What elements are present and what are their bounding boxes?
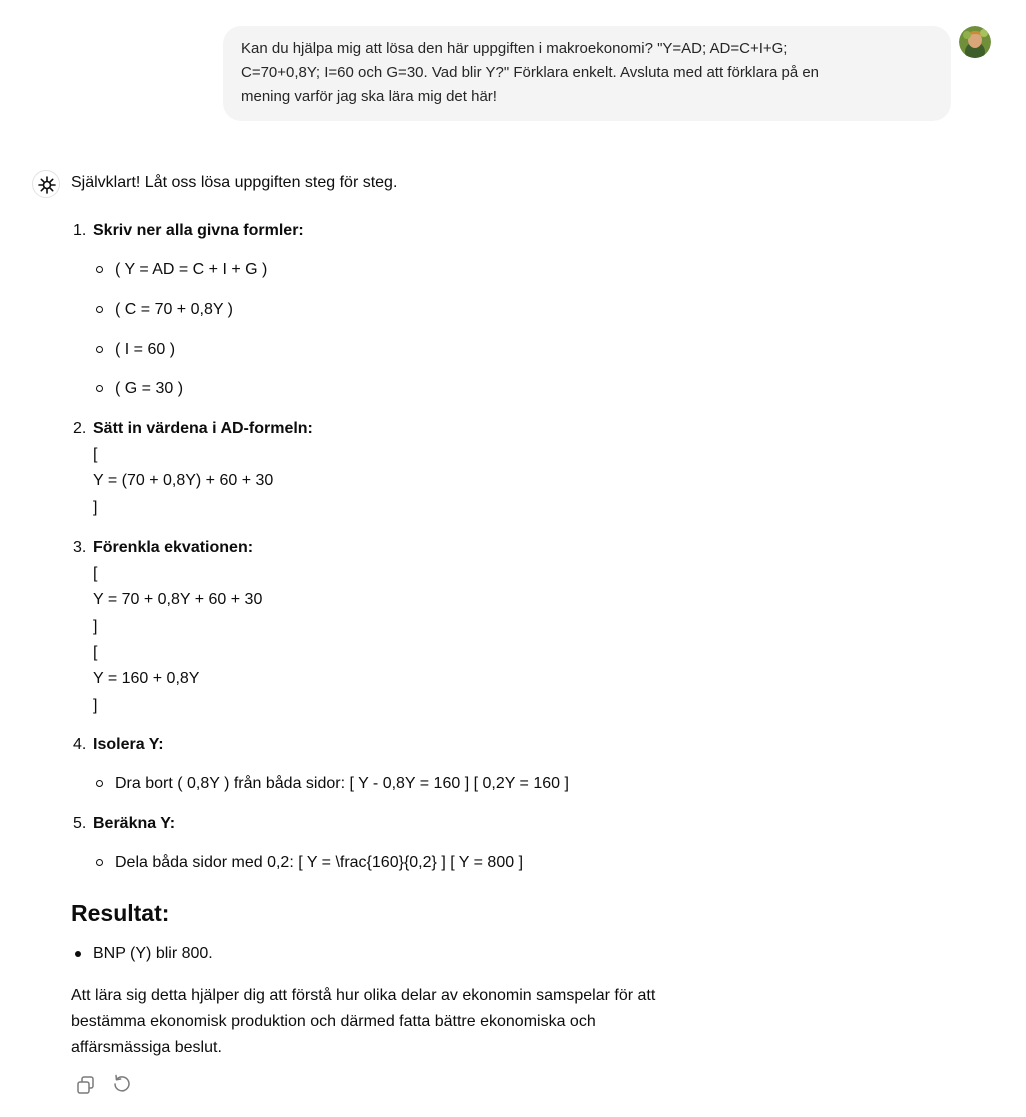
step-title: Beräkna Y: — [93, 815, 176, 832]
bullet-marker — [96, 266, 103, 273]
equation-line: [ — [93, 565, 98, 582]
bullet-marker — [96, 346, 103, 353]
bullet-marker — [96, 385, 103, 392]
user-message-line: C=70+0,8Y; I=60 och G=30. Vad blir Y?" Förklara enkelt. Avsluta med att förklara på en — [241, 64, 820, 81]
bullet-marker — [96, 306, 103, 313]
step-bullet: Dra bort ( 0,8Y ) från båda sidor: [ Y - 0,8Y = 160 ] [ 0,2Y = 160 ] — [115, 775, 569, 792]
closing-line: bestämma ekonomisk produktion och därmed fatta bättre ekonomiska och — [71, 1013, 596, 1030]
equation-line: Y = 70 + 0,8Y + 60 + 30 — [93, 591, 263, 608]
assistant-intro: Självklart! Låt oss lösa uppgiften steg för steg. — [71, 174, 398, 191]
equation-line: ] — [93, 618, 98, 635]
step-number: 2. — [73, 420, 87, 437]
closing-line: Att lära sig detta hjälper dig att förstå hur olika delar av ekonomin samspelar för att — [71, 987, 656, 1004]
assistant-logo-icon — [32, 170, 60, 198]
regenerate-button[interactable] — [110, 1071, 134, 1095]
regenerate-icon — [110, 1071, 134, 1095]
step-title: Skriv ner alla givna formler: — [93, 222, 304, 239]
bullet-marker — [75, 951, 81, 957]
closing-paragraph — [71, 983, 791, 1061]
step-number: 4. — [73, 736, 87, 753]
user-message-line: Kan du hjälpa mig att lösa den här uppgiften i makroekonomi? "Y=AD; AD=C+I+G; — [241, 40, 788, 57]
user-message-bubble — [223, 26, 951, 121]
equation-line: [ — [93, 446, 98, 463]
step-number: 1. — [73, 222, 87, 239]
equation-line: ] — [93, 499, 98, 516]
step-number: 3. — [73, 539, 87, 556]
equation-line: Y = (70 + 0,8Y) + 60 + 30 — [93, 472, 274, 489]
step-title: Isolera Y: — [93, 736, 164, 753]
equation-line: [ — [93, 644, 98, 661]
step-bullet: Dela båda sidor med 0,2: [ Y = \frac{160}{0,2} ] [ Y = 800 ] — [115, 854, 524, 871]
step-title: Sätt in värdena i AD-formeln: — [93, 420, 313, 437]
step-title: Förenkla ekvationen: — [93, 539, 254, 556]
user-message-line: mening varför jag ska lära mig det här! — [241, 88, 497, 105]
formula-bullet: ( Y = AD = C + I + G ) — [115, 261, 268, 278]
equation-line: Y = 160 + 0,8Y — [93, 670, 200, 687]
equation-line: ] — [93, 697, 98, 714]
copy-icon — [74, 1073, 98, 1097]
formula-bullet: ( G = 30 ) — [115, 380, 184, 397]
bullet-marker — [96, 859, 103, 866]
closing-line: affärsmässiga beslut. — [71, 1039, 222, 1056]
formula-bullet: ( I = 60 ) — [115, 341, 176, 358]
bullet-marker — [96, 780, 103, 787]
result-heading: Resultat: — [71, 900, 170, 926]
step-number: 5. — [73, 815, 87, 832]
formula-bullet: ( C = 70 + 0,8Y ) — [115, 301, 233, 318]
result-bullet: BNP (Y) blir 800. — [93, 945, 213, 962]
user-avatar[interactable] — [959, 26, 991, 58]
copy-button[interactable] — [74, 1073, 98, 1097]
